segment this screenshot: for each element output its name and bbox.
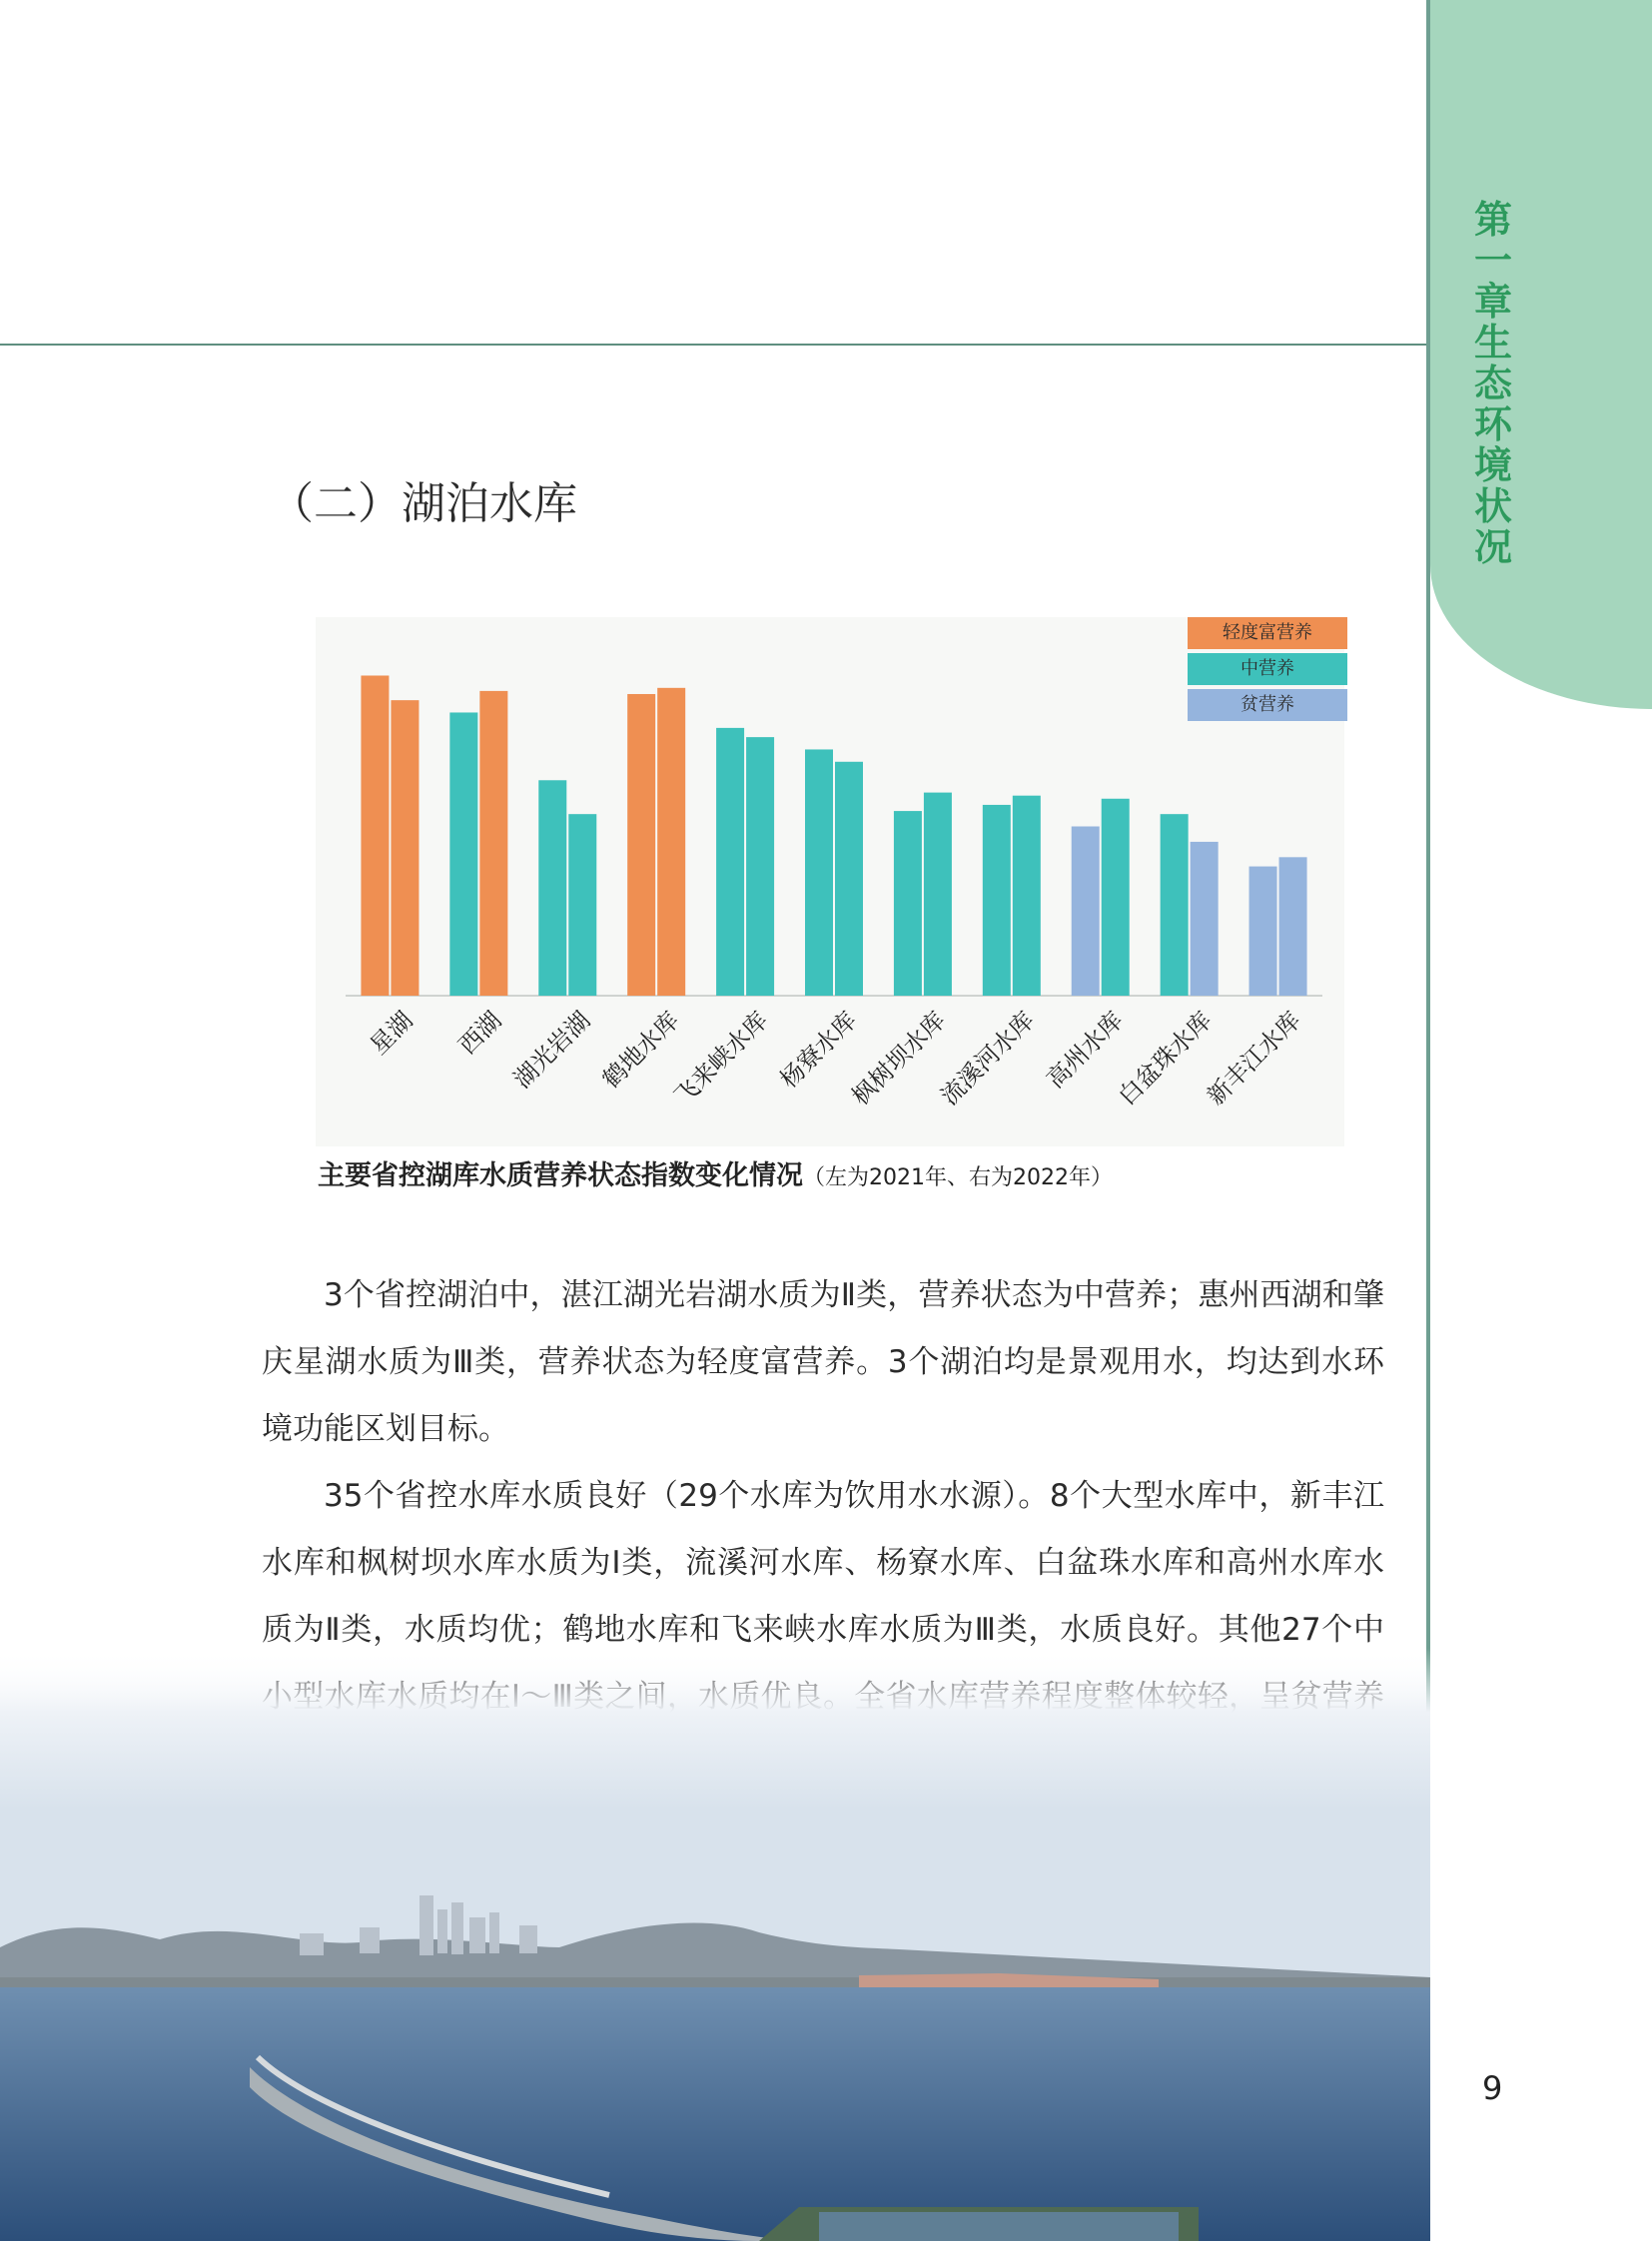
chart-panel — [316, 617, 1344, 1146]
x-tick-label: 西湖 — [452, 1006, 507, 1061]
chart-caption — [0, 1153, 1430, 1192]
x-tick-label: 湖光岩湖 — [507, 1006, 596, 1095]
chapter-tab — [1430, 0, 1652, 709]
bar-2022-6 — [835, 762, 863, 996]
bar-2021-4 — [627, 694, 655, 996]
bar-2022-7 — [924, 793, 952, 996]
bar-2022-1 — [391, 700, 418, 996]
chapter-title: 第一章 生态环境状况 — [1473, 198, 1512, 569]
legend-item-oligotrophic: 贫营养 — [1188, 689, 1347, 721]
bar-2022-2 — [479, 691, 507, 996]
bar-2021-6 — [805, 749, 833, 996]
bar-2022-11 — [1279, 857, 1307, 996]
x-tick-label: 白盆珠水库 — [1113, 1006, 1218, 1112]
bar-2021-11 — [1249, 867, 1277, 996]
x-tick-label: 飞来峡水库 — [668, 1006, 774, 1112]
header-rule — [0, 344, 1430, 346]
bar-2021-10 — [1161, 814, 1189, 996]
bar-2021-2 — [449, 712, 477, 996]
bar-2021-3 — [538, 780, 566, 996]
bar-2021-9 — [1072, 827, 1100, 997]
bar-2021-5 — [716, 728, 744, 996]
bar-2022-8 — [1013, 796, 1041, 996]
x-tick-label: 新丰江水库 — [1202, 1006, 1306, 1112]
x-tick-label: 鹤地水库 — [596, 1006, 685, 1095]
bar-2021-7 — [894, 811, 922, 996]
legend-item-light-eutrophic: 轻度富营养 — [1188, 617, 1347, 649]
legend-item-mesotrophic: 中营养 — [1188, 653, 1347, 685]
page-number: 9 — [1482, 2069, 1503, 2107]
bar-2022-5 — [746, 737, 774, 996]
x-tick-label: 杨寮水库 — [774, 1006, 863, 1095]
bar-2022-10 — [1191, 842, 1219, 996]
paragraph-lakes: 3个省控湖泊中，湛江湖光岩湖水质为Ⅱ类，营养状态为中营养；惠州西湖和肇庆星湖水质为Ⅲ类，营养状态为轻度富营养。3个湖泊均是景观用水，均达到水环境功能区划目标。 — [262, 1277, 1384, 1447]
bar-2022-4 — [657, 688, 685, 996]
chart-legend — [1188, 617, 1347, 725]
bar-2021-1 — [361, 675, 389, 996]
section-title: （二）湖泊水库 — [270, 478, 577, 529]
x-tick-label: 流溪河水库 — [935, 1006, 1041, 1112]
x-tick-label: 高州水库 — [1041, 1006, 1129, 1095]
bar-2022-3 — [568, 814, 596, 996]
x-tick-label: 枫树坝水库 — [846, 1006, 952, 1112]
paragraph-reservoirs: 35个省控水库水质良好（29个水库为饮用水水源）。8个大型水库中，新丰江水库和枫树坝水库水质为Ⅰ类，流溪河水库、杨寮水库、白盆珠水库和高州水库水质为Ⅱ类，水质均优；鹤地水库和飞来峡水库水质为Ⅲ类，水质良好。其他27个中 — [262, 1478, 1384, 1648]
x-tick-label: 星湖 — [364, 1006, 418, 1061]
bar-2022-9 — [1102, 799, 1130, 996]
chart-note: （左为2021年、右为2022年） — [803, 1165, 1113, 1190]
chart-title: 主要省控湖库水质营养状态指数变化情况 — [318, 1160, 803, 1191]
coastal-city-photo — [0, 1648, 1430, 2241]
bar-2021-8 — [983, 805, 1011, 996]
